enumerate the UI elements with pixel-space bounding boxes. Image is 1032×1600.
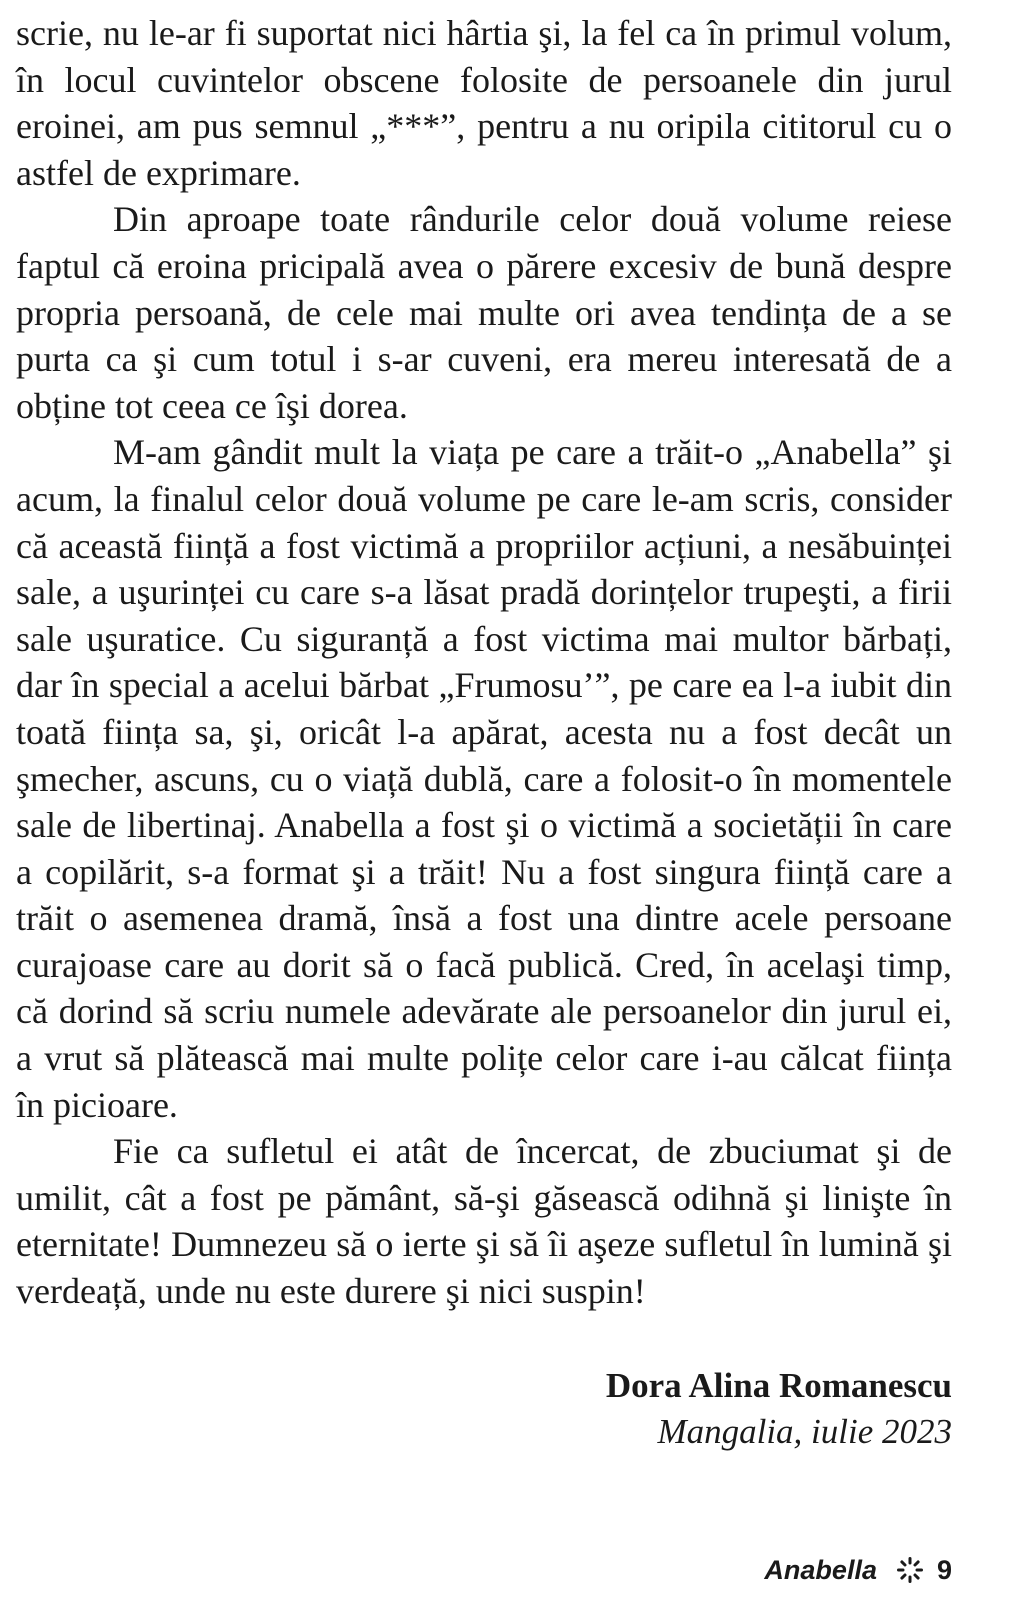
paragraph-closing-wish: Fie ca sufletul ei atât de încercat, de zbuciumat şi de umilit, cât a fost pe pământ, să-şi găsească odihnă şi linişte în eternitate! Dumnezeu să o ierte şi să îi aşeze sufletul în lumină şi verdeață, unde nu este durere şi nici suspin!	[16, 1131, 952, 1312]
body-text	[16, 10, 952, 1315]
paragraph-heroine-traits: Din aproape toate rândurile celor două volume reiese faptul că eroina pricipală avea o părere excesiv de bună despre propria persoană, de cele mai multe ori avea tendința de a se purta ca şi cum totul i s-ar cuveni, era mereu interesată de a obține tot ceea ce îşi dorea.	[16, 199, 952, 426]
starburst-ornament-icon	[897, 1557, 923, 1583]
paragraph-author-reflection: M-am gândit mult la viața pe care a trăit-o „Anabella” şi acum, la finalul celor două volume pe care le-am scris, consider că această ființă a fost victimă a propriilor acțiuni, a nesăbuinței sale, a uşurinței cu care s-a lăsat pradă dorințelor trupeşti, a firii sale uşuratice. Cu siguranță a fost victima mai multor bărbați, dar în special a acelui bărbat „Frumosu’”, pe care ea l-a iubit din toată ființa sa, şi, oricât l-a apărat, acesta nu a fost decât un şmecher, ascuns, cu o viață dublă, care a folosit-o în momentele sale de libertinaj. Anabella a fost şi o victimă a societății în care a copilărit, s-a format şi a trăit! Nu a fost singura ființă care a trăit o asemenea dramă, însă a fost una dintre acele persoane curajoase care au dorit să o facă publică. Cred, în acelaşi timp, că dorind să scriu numele adevărate ale persoanelor din jurul ei, a vrut să plătească mai multe polițe celor care i-au călcat ființa în picioare.	[16, 432, 952, 1125]
page-footer	[764, 1550, 952, 1590]
author-name: Dora Alina Romanescu	[605, 1366, 952, 1405]
place-and-date: Mangalia, iulie 2023	[657, 1412, 952, 1451]
paragraph-continuation: scrie, nu le-ar fi suportat nici hârtia şi, la fel ca în primul volum, în locul cuvintelor obscene folosite de persoanele din jurul eroinei, am pus semnul „***”, pentru a nu oripila cititorul cu o astfel de exprimare.	[16, 13, 952, 193]
running-book-title: Anabella	[764, 1554, 877, 1585]
page-number: 9	[936, 1554, 952, 1585]
signature-block	[606, 1363, 952, 1455]
